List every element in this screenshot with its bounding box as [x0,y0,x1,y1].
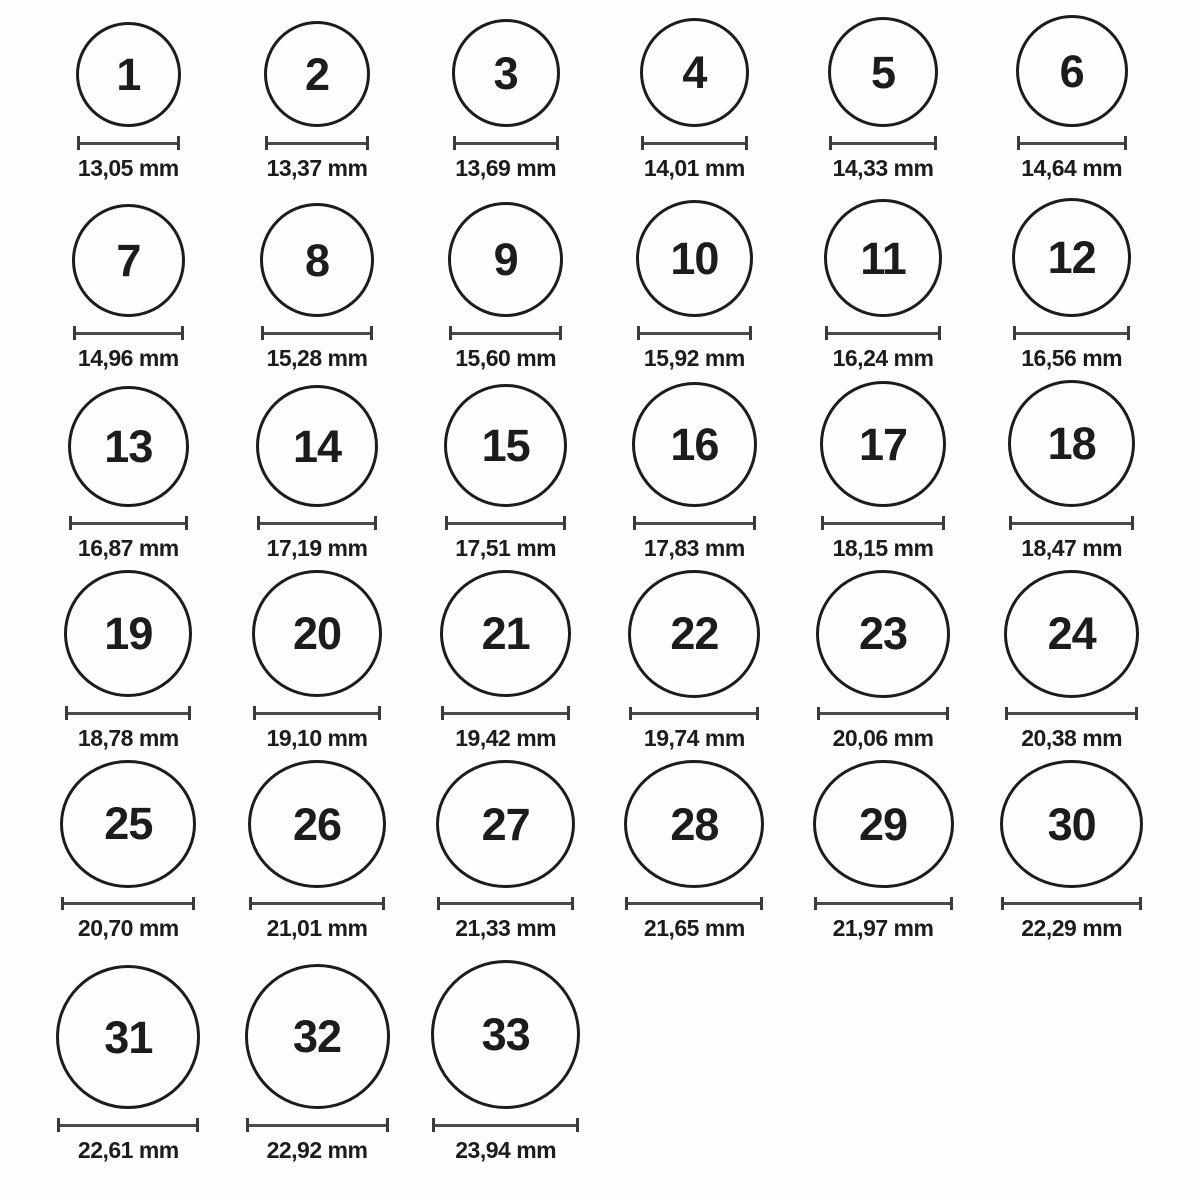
diameter-label: 18,47 mm [1021,535,1123,561]
chart-row [34,950,1166,1200]
size-number: 6 [1059,45,1084,97]
diameter-label: 20,06 mm [832,725,934,751]
size-circle [636,200,753,317]
size-number: 21 [481,608,530,660]
size-circle [632,382,757,507]
diameter-label: 13,37 mm [266,155,368,181]
size-circle [1008,380,1135,507]
size-circle [1004,570,1139,698]
size-circle [256,385,378,507]
diameter-label: 22,61 mm [77,1137,179,1163]
size-circle [1000,760,1143,888]
size-circle [56,965,200,1109]
diameter-line [453,136,559,150]
diameter-label: 21,97 mm [832,915,934,941]
diameter-label: 14,33 mm [832,155,934,181]
size-circle [76,22,181,127]
size-circle [828,17,938,127]
size-number: 7 [116,235,141,286]
ring-size-cell [34,190,223,380]
size-number: 24 [1047,608,1096,660]
size-circle [820,381,946,507]
ring-size-cell [34,380,223,570]
size-circle [260,203,374,317]
size-number: 25 [104,798,153,850]
ring-size-cell [789,570,978,760]
size-circle [452,19,560,127]
size-circle [68,386,189,507]
diameter-label: 16,87 mm [77,535,179,561]
diameter-line [825,326,941,340]
size-circle [448,202,563,317]
diameter-line [1009,516,1134,530]
ring-size-cell [600,380,789,570]
ring-size-cell [223,760,412,950]
empty-cell [600,950,789,1200]
diameter-label: 16,56 mm [1021,345,1123,371]
diameter-label: 21,65 mm [643,915,745,941]
size-circle [431,960,580,1109]
diameter-line [253,706,381,720]
size-number: 18 [1047,418,1096,469]
empty-cell [789,950,978,1200]
size-number: 31 [104,1011,153,1063]
diameter-label: 22,92 mm [266,1137,368,1163]
size-circle [252,570,382,697]
diameter-label: 21,01 mm [266,915,368,941]
diameter-line [629,707,759,721]
ring-size-cell [977,190,1166,380]
size-circle [824,199,942,317]
size-circle [813,760,954,888]
size-number: 16 [670,419,719,470]
diameter-line [817,707,949,720]
diameter-line [61,897,195,910]
diameter-line [1013,326,1130,340]
ring-size-cell [223,190,412,380]
diameter-line [441,706,570,720]
ring-size-cell [411,950,600,1200]
diameter-label: 14,01 mm [643,155,745,181]
diameter-line [73,326,184,340]
diameter-label: 15,28 mm [266,345,368,371]
diameter-line [257,516,377,530]
diameter-line [829,136,937,150]
ring-size-cell [411,570,600,760]
diameter-line [249,897,385,910]
size-circle [264,21,370,127]
diameter-label: 20,70 mm [77,915,179,941]
diameter-label: 17,51 mm [455,535,557,561]
size-number: 9 [493,234,518,285]
diameter-line [437,897,574,910]
diameter-label: 21,33 mm [455,915,557,941]
size-number: 23 [858,608,908,660]
diameter-line [445,516,566,530]
diameter-label: 19,10 mm [266,725,368,751]
diameter-line [625,897,763,910]
ring-size-cell [977,0,1166,190]
size-number: 19 [104,608,153,660]
size-number: 20 [292,608,342,660]
size-circle [1012,198,1131,317]
size-number: 1 [116,49,141,100]
ring-size-cell [411,380,600,570]
diameter-line [77,136,180,150]
diameter-line [1001,897,1142,910]
ring-size-cell [223,570,412,760]
ring-size-cell [600,0,789,190]
diameter-line [432,1118,579,1132]
ring-size-cell [411,760,600,950]
size-number: 27 [481,798,530,850]
diameter-label: 15,60 mm [455,345,557,371]
size-number: 10 [670,233,719,284]
diameter-line [637,326,752,340]
diameter-label: 15,92 mm [643,345,745,371]
ring-size-cell [34,0,223,190]
size-circle [64,570,192,697]
size-circle [72,204,185,317]
chart-row [34,0,1166,190]
diameter-line [65,706,191,720]
size-number: 28 [670,798,719,850]
size-number: 5 [871,46,896,98]
size-number: 15 [481,420,530,471]
ring-size-cell [977,380,1166,570]
size-number: 14 [292,420,342,472]
size-number: 11 [860,232,906,284]
ring-size-cell [223,950,412,1200]
diameter-label: 20,38 mm [1021,725,1123,751]
size-circle [248,760,386,888]
size-circle [628,570,760,698]
diameter-label: 17,19 mm [266,535,368,561]
diameter-label: 19,42 mm [455,725,557,751]
size-circle [245,964,390,1109]
ring-size-cell [411,190,600,380]
diameter-label: 14,96 mm [77,345,179,371]
diameter-label: 18,15 mm [832,535,934,561]
size-number: 13 [104,421,153,472]
ring-size-cell [789,760,978,950]
ring-size-cell [789,0,978,190]
ring-size-cell [977,570,1166,760]
diameter-line [246,1118,389,1132]
size-circle [440,570,571,697]
diameter-label: 16,24 mm [832,345,934,371]
ring-size-cell [789,380,978,570]
diameter-line [1005,707,1138,720]
size-number: 32 [292,1011,342,1062]
diameter-label: 22,29 mm [1021,915,1123,941]
diameter-line [633,516,756,530]
ring-size-cell [977,760,1166,950]
size-circle [624,760,764,888]
diameter-line [57,1118,199,1132]
diameter-line [265,136,369,150]
ring-size-cell [34,760,223,950]
size-number: 17 [858,418,908,470]
chart-row [34,380,1166,570]
diameter-line [641,136,748,150]
size-circle [444,384,567,507]
size-circle [60,760,196,888]
size-number: 29 [858,798,908,850]
ring-size-cell [223,380,412,570]
size-number: 26 [292,798,342,850]
size-number: 30 [1047,798,1096,850]
ring-size-cell [34,570,223,760]
ring-size-cell [223,0,412,190]
size-circle [640,18,749,127]
diameter-label: 17,83 mm [643,535,745,561]
size-number: 22 [670,608,719,660]
size-number: 4 [682,47,707,98]
size-circle [816,570,950,698]
ring-size-cell [600,760,789,950]
diameter-label: 14,64 mm [1021,155,1123,181]
diameter-label: 13,69 mm [455,155,557,181]
diameter-line [261,326,373,340]
size-circle [436,760,575,888]
ring-size-cell [34,950,223,1200]
chart-row [34,570,1166,760]
size-number: 3 [493,47,518,99]
chart-row [34,190,1166,380]
ring-size-cell [789,190,978,380]
diameter-line [814,897,953,910]
size-number: 2 [304,48,330,100]
ring-size-cell [600,570,789,760]
diameter-label: 23,94 mm [455,1137,557,1163]
ring-size-cell [411,0,600,190]
diameter-line [69,516,188,530]
empty-cell [977,950,1166,1200]
size-number: 12 [1047,232,1096,283]
chart-row [34,760,1166,950]
diameter-label: 19,74 mm [643,725,745,751]
diameter-label: 18,78 mm [77,725,179,751]
size-number: 33 [481,1009,530,1060]
diameter-line [1017,136,1127,150]
ring-size-cell [600,190,789,380]
diameter-label: 13,05 mm [77,155,179,181]
size-circle [1016,15,1128,127]
diameter-line [821,516,945,530]
diameter-line [449,326,562,340]
size-number: 8 [304,234,330,286]
